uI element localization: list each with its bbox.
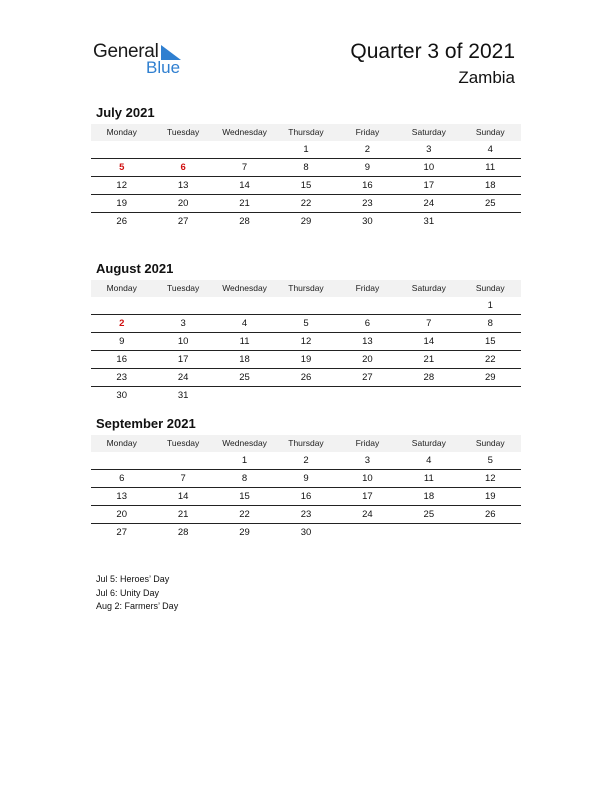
month-september <box>91 415 521 541</box>
day-cell: 3 <box>180 318 186 329</box>
day-cell <box>152 452 213 469</box>
day-cell: 7 <box>426 318 432 329</box>
weekday-label: Wednesday <box>222 283 267 293</box>
day-cell: 2 <box>364 144 371 155</box>
day-cell <box>398 297 459 314</box>
day-cell: 21 <box>239 198 250 209</box>
day-cell: 28 <box>239 216 250 227</box>
day-cell: 29 <box>239 527 250 538</box>
day-cell: 7 <box>180 473 186 484</box>
holiday-notes <box>96 573 178 614</box>
week-row <box>91 488 521 506</box>
day-cell: 28 <box>177 527 189 538</box>
week-row <box>91 387 521 404</box>
day-cell: 14 <box>239 180 250 191</box>
day-cell: 27 <box>362 372 373 383</box>
weekday-label: Thursday <box>288 438 324 448</box>
holiday-note: Jul 6: Unity Day <box>96 587 160 598</box>
weekday-label: Sunday <box>475 127 505 137</box>
weekday-label: Tuesday <box>166 127 200 137</box>
day-cell: 23 <box>116 372 127 383</box>
day-cell: 15 <box>300 180 312 191</box>
day-cell: 13 <box>116 491 127 502</box>
day-cell <box>275 297 336 314</box>
day-cell: 30 <box>362 216 373 227</box>
day-cell: 18 <box>484 180 496 191</box>
weekday-label: Sunday <box>475 283 505 293</box>
week-row <box>91 333 521 351</box>
day-cell: 16 <box>300 491 312 502</box>
day-cell: 6 <box>364 318 371 329</box>
day-cell: 1 <box>487 300 493 311</box>
day-cell: 17 <box>177 354 189 365</box>
day-cell <box>214 297 275 314</box>
day-cell: 18 <box>239 354 250 365</box>
day-cell: 25 <box>239 372 250 383</box>
day-cell: 6 <box>119 473 125 484</box>
day-cell: 5 <box>303 318 309 329</box>
day-cell: 16 <box>116 354 127 365</box>
day-cell: 25 <box>423 509 435 520</box>
day-cell: 1 <box>303 144 309 155</box>
week-row <box>91 195 521 213</box>
day-cell: 8 <box>303 162 309 173</box>
day-cell: 20 <box>116 509 127 520</box>
day-cell <box>337 524 398 541</box>
page-title: Quarter 3 of 2021 <box>350 40 515 63</box>
day-cell: 21 <box>177 509 189 520</box>
day-cell: 15 <box>484 336 496 347</box>
day-cell: 24 <box>423 198 435 209</box>
day-cell: 19 <box>300 354 312 365</box>
day-cell <box>91 297 152 314</box>
day-cell: 12 <box>484 473 496 484</box>
day-cell: 22 <box>300 198 312 209</box>
day-cell: 11 <box>239 336 250 347</box>
day-cell <box>398 524 459 541</box>
weekday-label: Monday <box>106 438 137 448</box>
day-cell: 14 <box>423 336 435 347</box>
day-cell: 23 <box>362 198 373 209</box>
logo-text-general: General <box>93 41 159 62</box>
logo-text-blue: Blue <box>146 58 181 77</box>
day-cell <box>275 387 336 404</box>
day-cell: 4 <box>241 318 248 329</box>
day-cell <box>214 141 275 158</box>
weekday-label: Thursday <box>288 127 324 137</box>
week-row <box>91 452 521 470</box>
day-cell: 29 <box>300 216 312 227</box>
day-cell: 28 <box>423 372 435 383</box>
day-cell: 19 <box>116 198 127 209</box>
weekday-label: Saturday <box>411 438 446 448</box>
generalblue-logo <box>93 41 193 81</box>
day-cell: 30 <box>116 390 127 401</box>
day-cell: 9 <box>119 336 125 347</box>
weekday-label: Wednesday <box>222 438 267 448</box>
day-cell: 4 <box>487 144 493 155</box>
day-cell <box>337 387 398 404</box>
day-cell: 15 <box>239 491 250 502</box>
day-cell: 3 <box>426 144 432 155</box>
day-cell: 20 <box>177 198 189 209</box>
day-cell <box>398 387 459 404</box>
day-cell: 17 <box>423 180 435 191</box>
week-row <box>91 177 521 195</box>
country-name: Zambia <box>458 68 515 87</box>
weekday-header-row <box>91 124 521 141</box>
day-cell <box>460 387 521 404</box>
week-row <box>91 369 521 387</box>
month-title: July 2021 <box>96 105 155 120</box>
day-cell: 9 <box>364 162 371 173</box>
holiday-day-cell: 5 <box>119 162 125 173</box>
day-cell: 1 <box>241 455 248 466</box>
weekday-label: Saturday <box>411 283 446 293</box>
day-cell: 8 <box>487 318 493 329</box>
weekday-label: Tuesday <box>166 438 200 448</box>
week-row <box>91 141 521 159</box>
week-row <box>91 524 521 541</box>
day-cell: 20 <box>362 354 373 365</box>
weekday-label: Sunday <box>475 438 505 448</box>
day-cell: 24 <box>362 509 373 520</box>
day-cell: 9 <box>303 473 309 484</box>
day-cell: 24 <box>177 372 189 383</box>
holiday-note: Jul 5: Heroes’ Day <box>96 574 170 584</box>
weekday-label: Friday <box>355 283 380 293</box>
day-cell: 11 <box>423 473 434 484</box>
month-august <box>91 260 521 404</box>
weekday-label: Monday <box>106 283 137 293</box>
day-cell: 5 <box>487 455 493 466</box>
day-cell <box>214 387 275 404</box>
day-cell <box>91 141 152 158</box>
day-cell: 21 <box>423 354 435 365</box>
week-row <box>91 351 521 369</box>
weekday-label: Thursday <box>288 283 324 293</box>
day-cell: 4 <box>426 455 432 466</box>
weekday-label: Friday <box>355 438 380 448</box>
day-cell: 12 <box>300 336 312 347</box>
day-cell: 8 <box>241 473 248 484</box>
weekday-label: Wednesday <box>222 127 267 137</box>
day-cell: 13 <box>177 180 189 191</box>
day-cell <box>91 452 152 469</box>
day-cell: 27 <box>116 527 127 538</box>
week-row <box>91 213 521 230</box>
day-cell: 22 <box>484 354 496 365</box>
day-cell <box>152 141 213 158</box>
day-cell: 16 <box>362 180 373 191</box>
week-row <box>91 315 521 333</box>
week-row <box>91 470 521 488</box>
day-cell: 10 <box>362 473 373 484</box>
day-cell: 29 <box>484 372 496 383</box>
day-cell: 14 <box>177 491 189 502</box>
weekday-header-row <box>91 435 521 452</box>
day-cell: 25 <box>484 198 496 209</box>
month-title: August 2021 <box>96 261 174 276</box>
day-cell: 10 <box>423 162 435 173</box>
day-cell <box>460 213 521 230</box>
day-cell: 31 <box>423 216 435 227</box>
day-cell: 27 <box>177 216 189 227</box>
day-cell: 7 <box>241 162 248 173</box>
day-cell: 2 <box>303 455 309 466</box>
holiday-day-cell: 2 <box>119 318 125 329</box>
weekday-label: Saturday <box>411 127 446 137</box>
day-cell: 26 <box>300 372 312 383</box>
day-cell: 22 <box>239 509 250 520</box>
month-title: September 2021 <box>96 416 196 431</box>
holiday-day-cell: 6 <box>180 162 186 173</box>
day-cell: 18 <box>423 491 435 502</box>
holiday-note: Aug 2: Farmers’ Day <box>96 601 179 611</box>
day-cell: 11 <box>485 162 496 173</box>
day-cell: 13 <box>362 336 373 347</box>
weekday-label: Monday <box>106 127 137 137</box>
month-july <box>91 104 521 230</box>
day-cell: 26 <box>116 216 127 227</box>
day-cell <box>152 297 213 314</box>
week-row <box>91 506 521 524</box>
day-cell: 3 <box>364 455 371 466</box>
weekday-label: Tuesday <box>166 283 200 293</box>
day-cell: 26 <box>484 509 496 520</box>
day-cell: 19 <box>484 491 496 502</box>
day-cell: 10 <box>177 336 189 347</box>
week-row <box>91 159 521 177</box>
weekday-label: Friday <box>355 127 380 137</box>
day-cell <box>460 524 521 541</box>
day-cell: 17 <box>362 491 373 502</box>
day-cell: 31 <box>177 390 189 401</box>
weekday-header-row <box>91 280 521 297</box>
day-cell: 12 <box>116 180 127 191</box>
day-cell <box>337 297 398 314</box>
week-row <box>91 297 521 315</box>
day-cell: 30 <box>300 527 312 538</box>
day-cell: 23 <box>300 509 312 520</box>
